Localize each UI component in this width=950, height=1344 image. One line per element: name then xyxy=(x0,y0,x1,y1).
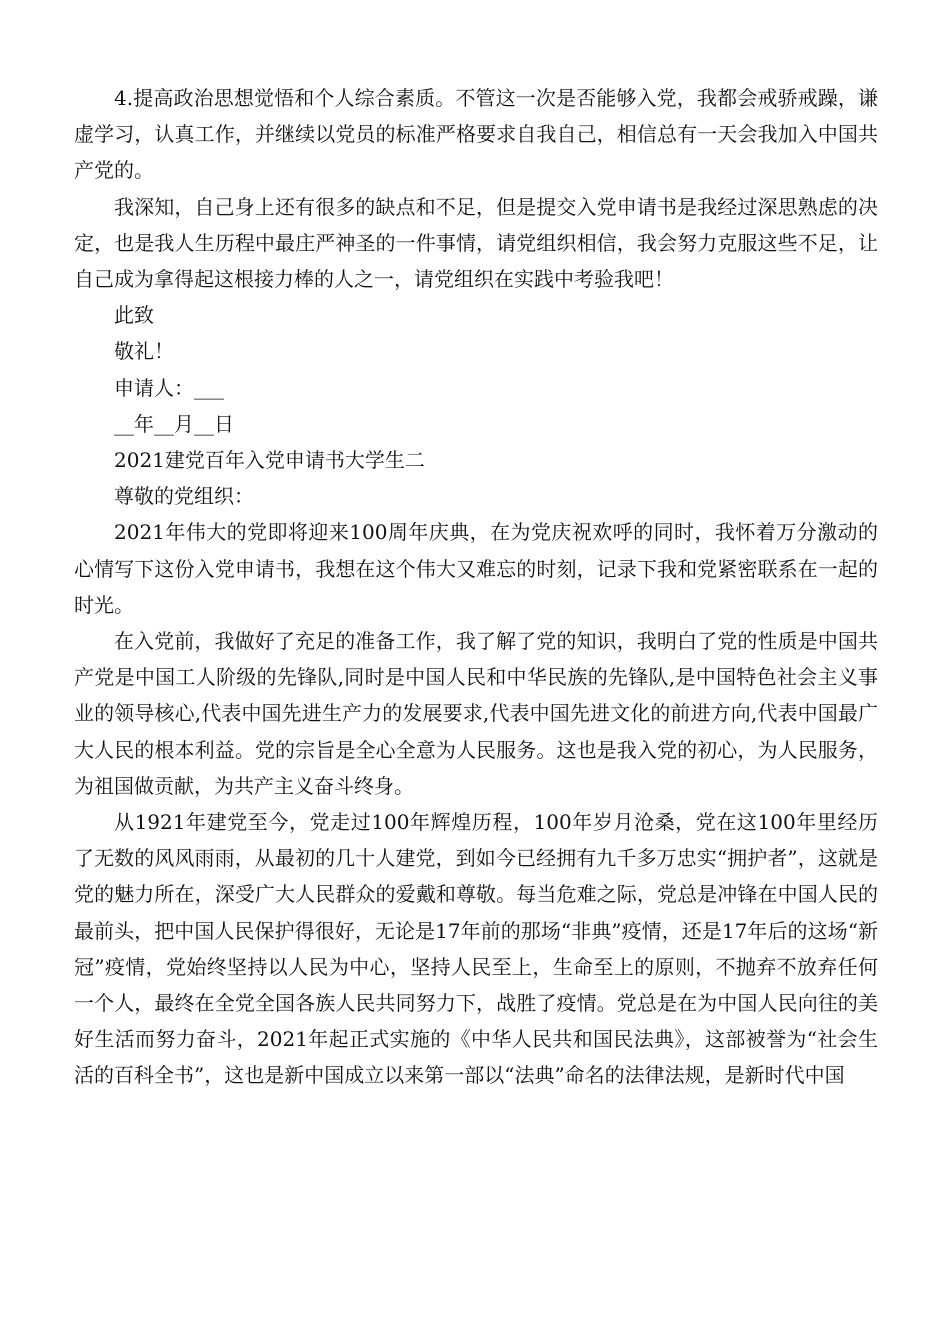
document-page xyxy=(74,80,878,1094)
paragraph-shortcomings: 我深知，自己身上还有很多的缺点和不足，但是提交入党申请书是我经过深思熟虑的决定，也是我人生历程中最庄严神圣的一件事情，请党组织相信，我会努力克服这些不足，让自己成为拿得起这根接力棒的人之一，请党组织在实践中考验我吧！ xyxy=(74,194,878,292)
date-line: __年__月__日 xyxy=(114,411,234,436)
applicant-line: 申请人：___ xyxy=(114,375,224,400)
closing-regards: 敬礼！ xyxy=(114,339,174,364)
paragraph-party-history: 从1921年建党至今，党走过100年辉煌历程，100年岁月沧桑，党在这100年里经历了无数的风风雨雨，从最初的几十人建党，到如今已经拥有九千多万忠实“拥护者”，这就是党的魅力所在，深受广大人民群众的爱戴和尊敬。每当危难之际，党总是冲锋在中国人民的最前头，把中国人民保护得很好，无论是17年前的那场“非典”疫情，还是17年后的这场“新冠”疫情，党始终坚持以人民为中心，坚持人民至上，生命至上的原则，不抛弃不放弃任何一个人，最终在全党全国各族人民共同努力下，战胜了疫情。党总是在为中国人民向往的美好生活而努力奋斗，2021年起正式实施的《中华人民共和国民法典》，这部被誉为“社会生活的百科全书”，这也是新中国成立以来第一部以“法典”命名的法律法规，是新时代中国 xyxy=(74,810,878,1088)
closing-salutation: 此致 xyxy=(114,303,154,328)
paragraph-item-4: 4.提高政治思想觉悟和个人综合素质。不管这一次是否能够入党，我都会戒骄戒躁，谦虚学习，认真工作，并继续以党员的标准严格要求自我自己，相信总有一天会我加入中国共产党的。 xyxy=(74,86,878,183)
paragraph-party-nature: 在入党前，我做好了充足的准备工作，我了解了党的知识，我明白了党的性质是中国共产党是中国工人阶级的先锋队,同时是中国人民和中华民族的先锋队,是中国特色社会主义事业的领导核心,代表中国先进生产力的发展要求,代表中国先进文化的前进方向,代表中国最广大人民的根本利益。党的宗旨是全心全意为人民服务。这也是我入党的初心，为人民服务，为祖国做贡献，为共产主义奋斗终身。 xyxy=(74,629,878,798)
greeting: 尊敬的党组织： xyxy=(114,484,254,509)
section-title: 2021建党百年入党申请书大学生二 xyxy=(114,448,425,473)
paragraph-centenary: 2021年伟大的党即将迎来100周年庆典，在为党庆祝欢呼的同时，我怀着万分激动的心情写下这份入党申请书，我想在这个伟大又难忘的时刻，记录下我和党紧密联系在一起的时光。 xyxy=(74,520,878,617)
